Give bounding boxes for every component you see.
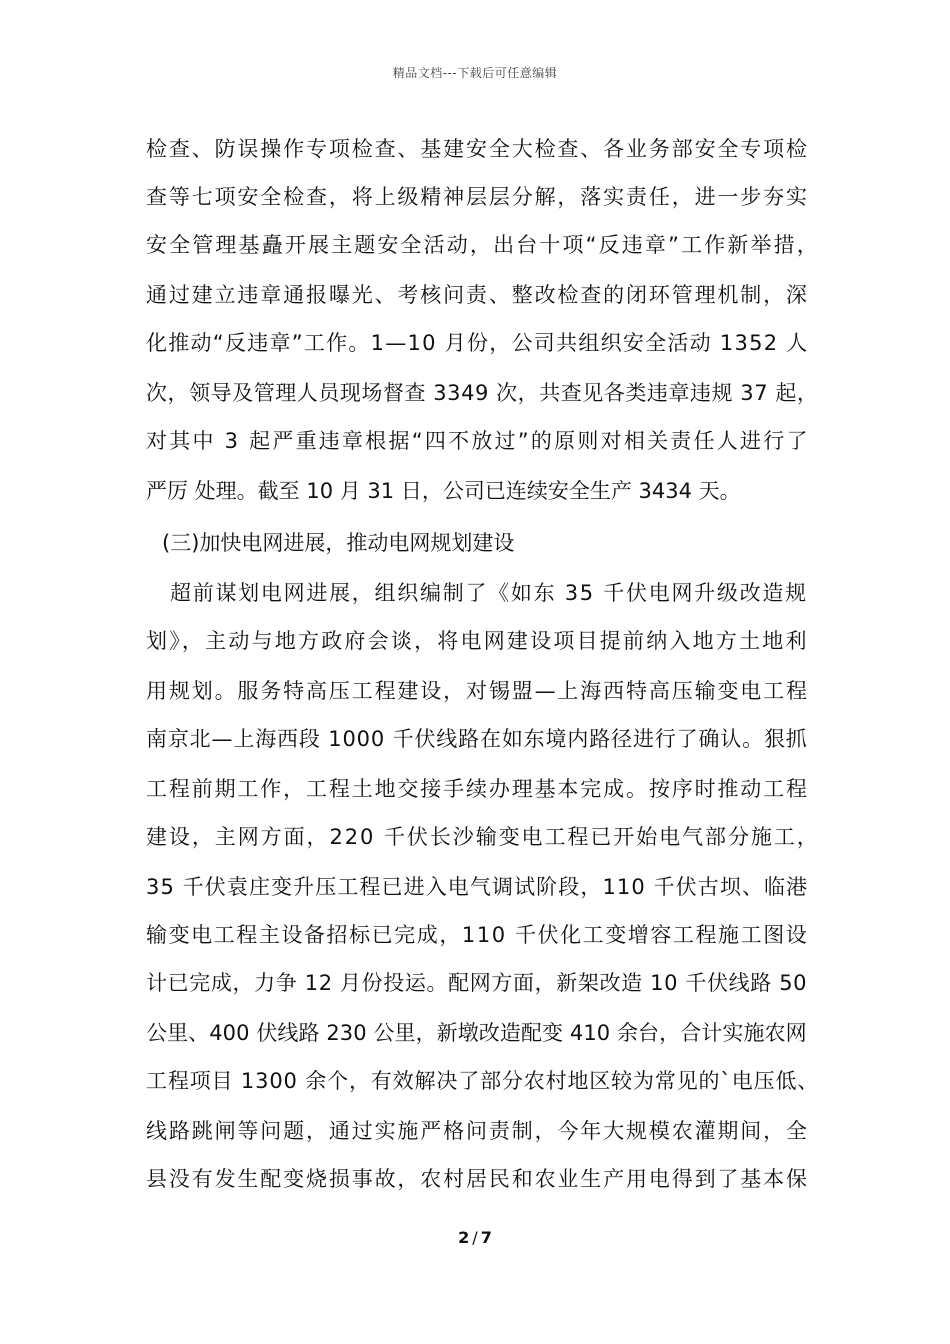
current-page: 2 <box>458 1228 470 1247</box>
paragraph-line: 输变电工程主设备招标已完成，110 千伏化工变增容工程施工图设 <box>146 923 809 947</box>
total-pages: 7 <box>480 1228 492 1247</box>
paragraph-line: 超前谋划电网进展，组织编制了《如东 35 千伏电网升级改造规 <box>170 581 808 605</box>
paragraph-line: 检查、防误操作专项检查、基建安全大检查、各业务部安全专项检 <box>146 137 809 161</box>
paragraph-line: 用规划。服务特高压工程建设，对锡盟—上海西特高压输变电工程 <box>146 679 809 703</box>
paragraph-line: 35 千伏袁庄变升压工程已进入电气调试阶段，110 千伏古坝、临港 <box>146 875 809 899</box>
paragraph-line: 划》，主动与地方政府会谈，将电网建设项目提前纳入地方土地利 <box>146 629 809 653</box>
page-header: 精品文档---下载后可任意编辑 <box>392 66 558 80</box>
paragraph-line: 建设，主网方面，220 千伏长沙输变电工程已开始电气部分施工， <box>146 825 820 849</box>
paragraph-line: 线路跳闸等问题，通过实施严格问责制，今年大规模农灌期间，全 <box>146 1119 809 1143</box>
paragraph-line: 安全管理基矗开展主题安全活动，出台十项“反违章”工作新举措， <box>146 233 820 257</box>
paragraph-line: 公里、400 伏线路 230 公里，新墩改造配变 410 余台，合计实施农网 <box>146 1021 807 1045</box>
paragraph-line: 工程前期工作，工程土地交接手续办理基本完成。按序时推动工程 <box>146 777 809 801</box>
paragraph-line: 化推动“反违章”工作。1—10 月份，公司共组织安全活动 1352 人 <box>146 331 809 355</box>
paragraph-line: 查等七项安全检查，将上级精神层层分解，落实责任，进一步夯实 <box>146 185 809 209</box>
paragraph-line: 南京北—上海西段 1000 千伏线路在如东境内路径进行了确认。狠抓 <box>146 727 808 751</box>
paragraph-line: 严厉 处理。截至 10 月 31 日，公司已连续安全生产 3434 天。 <box>146 479 741 503</box>
paragraph-line: 计已完成，力争 12 月份投运。配网方面，新架改造 10 千伏线路 50 <box>146 971 808 995</box>
paragraph-line: 通过建立违章通报曝光、考核问责、整改检查的闭环管理机制，深 <box>146 283 809 307</box>
paragraph-line: 对其中 3 起严重违章根据“四不放过”的原则对相关责任人进行了 <box>146 429 810 453</box>
page-separator: / <box>472 1228 478 1247</box>
paragraph-line: 工程项目 1300 余个，有效解决了部分农村地区较为常见的`电压低、 <box>146 1069 820 1093</box>
section-heading: (三)加快电网进展，推动电网规划建设 <box>162 531 515 555</box>
paragraph-line: 县没有发生配变烧损事故，农村居民和农业生产用电得到了基本保 <box>146 1167 809 1191</box>
page-number <box>0 1228 950 1247</box>
paragraph-line: 次，领导及管理人员现场督查 3349 次，共查见各类违章违规 37 起， <box>146 381 819 405</box>
